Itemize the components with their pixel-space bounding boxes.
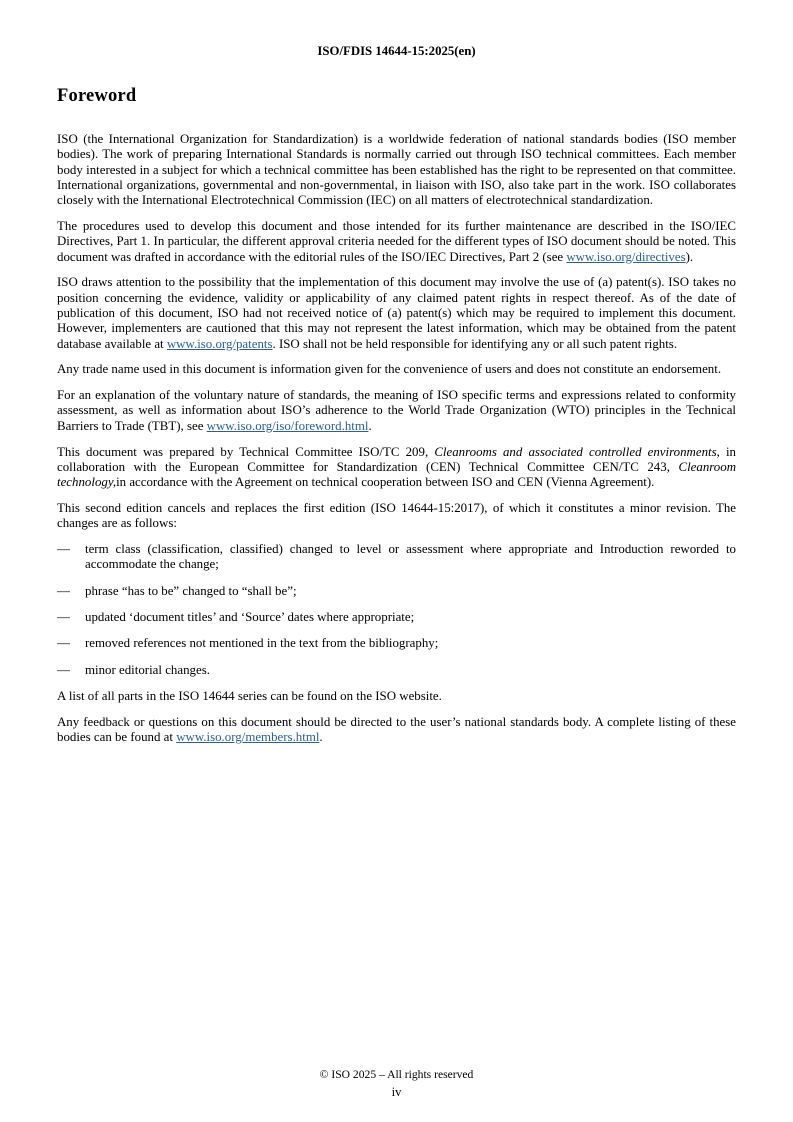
- paragraph: [57, 715, 736, 746]
- paragraph: [57, 445, 736, 491]
- italic-run: Cleanroom technology,: [57, 459, 736, 490]
- list-item: [57, 663, 736, 678]
- text-run: .: [319, 729, 323, 744]
- paragraph: [57, 219, 736, 265]
- page-number: iv: [391, 1085, 402, 1099]
- copyright-notice: © ISO 2025 – All rights reserved: [319, 1068, 474, 1081]
- text-run: This second edition cancels and replaces the first edition (ISO 14644-15:2017), of which it constitutes a minor revision. The changes are as follows:: [57, 500, 736, 531]
- text-run: ISO draws attention to the possibility that the implementation of this document may involve the use of (a) patent(s). ISO takes no position concerning the evidence, validity or applicability of any claimed patent rights in respect thereof. As of the date of publication of this document, ISO had not received notice of (a) patent(s) which may be required to implement this document. However, implementers are cautioned that this may not represent the latest information, which may be obtained from the patent database available at: [57, 275, 736, 351]
- text-run: ).: [685, 249, 694, 264]
- section-title-foreword: Foreword: [57, 86, 137, 106]
- paragraph: [57, 362, 736, 377]
- document-reference: ISO/FDIS 14644-15:2025(en): [317, 44, 476, 58]
- hyperlink[interactable]: www.iso.org/iso/foreword.html: [206, 418, 369, 433]
- paragraph: [57, 388, 736, 434]
- list-item: [57, 584, 736, 599]
- list-item-text: updated ‘document titles’ and ‘Source’ dates where appropriate;: [85, 609, 415, 624]
- text-run: in accordance with the Agreement on technical cooperation between ISO and CEN (Vienna Agreement).: [116, 475, 655, 490]
- dash-bullet: —: [57, 609, 70, 624]
- hyperlink[interactable]: www.iso.org/directives: [566, 249, 686, 264]
- dash-bullet: —: [57, 542, 70, 557]
- italic-run: Cleanrooms and associated controlled environments,: [434, 444, 720, 459]
- page-footer: [0, 1068, 793, 1100]
- text-run: in collaboration with the European Committee for Standardization (CEN) Technical Committee CEN/TC 243,: [57, 444, 737, 474]
- hyperlink[interactable]: www.iso.org/members.html: [176, 729, 320, 744]
- list-item: [57, 636, 736, 651]
- paragraph: [57, 501, 736, 532]
- text-run: . ISO shall not be held responsible for identifying any or all such patent rights.: [272, 336, 678, 351]
- list-item-text: minor editorial changes.: [85, 662, 210, 677]
- text-run: .: [368, 418, 372, 433]
- text-run: Any trade name used in this document is information given for the convenience of users and does not constitute an endorsement.: [57, 362, 722, 377]
- text-run: This document was prepared by Technical Committee ISO/TC 209,: [57, 444, 435, 459]
- foreword-body: [57, 132, 736, 745]
- list-item-text: term class (classification, classified) changed to level or assessment where appropriate and Introduction reworded to accommodate the change;: [85, 542, 736, 572]
- changes-list: [57, 542, 736, 678]
- paragraph: [57, 132, 736, 208]
- text-run: A list of all parts in the ISO 14644 series can be found on the ISO website.: [57, 688, 442, 703]
- document-header: [57, 44, 736, 59]
- paragraph: [57, 689, 736, 704]
- dash-bullet: —: [57, 583, 70, 598]
- list-item: [57, 610, 736, 625]
- list-item: [57, 542, 736, 573]
- text-run: The procedures used to develop this document and those intended for its further maintenance are described in the ISO/IEC Directives, Part 1. In particular, the different approval criteria needed for the different types of ISO document should be noted. This document was drafted in accordance with the editorial rules of the ISO/IEC Directives, Part 2 (see: [57, 218, 736, 264]
- text-run: Any feedback or questions on this document should be directed to the user’s national standards body. A complete listing of these bodies can be found at: [57, 714, 736, 744]
- dash-bullet: —: [57, 662, 70, 677]
- list-item-text: phrase “has to be” changed to “shall be”;: [85, 583, 297, 598]
- list-item-text: removed references not mentioned in the text from the bibliography;: [85, 636, 439, 651]
- text-run: ISO (the International Organization for Standardization) is a worldwide federation of national standards bodies (ISO member bodies). The work of preparing International Standards is normally carried out through ISO technical committees. Each member body interested in a subject for which a technical committee has been established has the right to be represented on that committee. International organizations, governmental and non-governmental, in liaison with ISO, also take part in the work. ISO collaborates closely with the International Electrotechnical Commission (IEC) on all matters of electrotechnical standardization.: [57, 132, 736, 208]
- dash-bullet: —: [57, 636, 70, 651]
- paragraph: [57, 275, 736, 351]
- text-run: For an explanation of the voluntary nature of standards, the meaning of ISO specific terms and expressions related to conformity assessment, as well as information about ISO’s adherence to the World Trade Organization (WTO) principles in the Technical Barriers to Trade (TBT), see: [57, 388, 736, 433]
- hyperlink[interactable]: www.iso.org/patents: [166, 336, 273, 351]
